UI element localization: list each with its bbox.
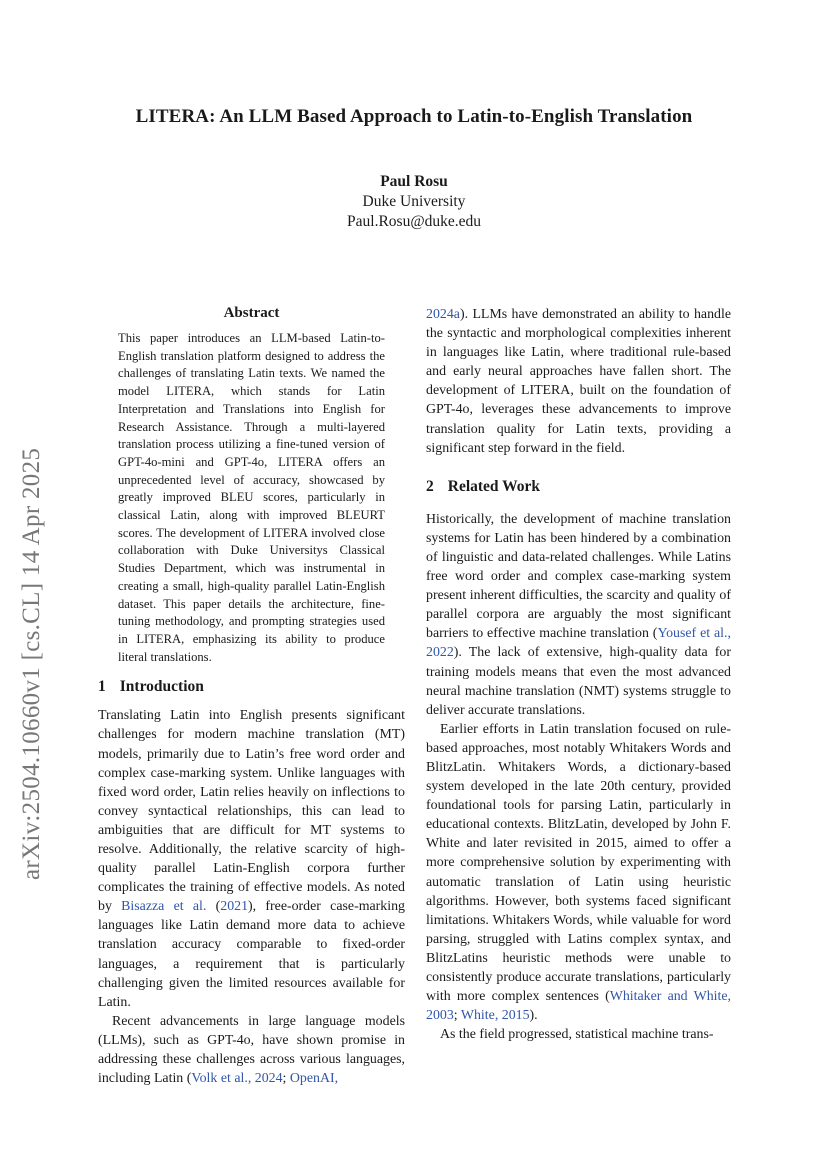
intro-paragraph-2 bbox=[98, 1012, 405, 1088]
right-column bbox=[426, 305, 731, 1044]
section-heading-introduction bbox=[98, 678, 405, 696]
text-run: Translating Latin into English presents significant challenges for modern machine translation (MT) models, primarily due to Latin’s free word order and complex case-marking system. Unlike languages with fixed word order, Latin relies heavily on inflections to convey syntactical relationships, this can lead to ambiguities that are difficult for MT systems to resolve. Additionally, the relative scarcity of high-quality parallel Latin-English corpora further complicates the training of effective models. As noted by bbox=[98, 708, 405, 915]
left-column bbox=[98, 305, 405, 1088]
text-run: ). The lack of extensive, high-quality data for training models means that even the most advanced neural machine translation (NMT) systems struggle to deliver accurate translations. bbox=[426, 645, 731, 718]
citation-link[interactable]: 2021 bbox=[220, 899, 249, 915]
section-number: 2 bbox=[426, 477, 434, 495]
citation-link[interactable]: OpenAI, bbox=[289, 1071, 339, 1087]
intro-paragraph-1 bbox=[98, 706, 405, 1012]
citation-link[interactable]: 2024a bbox=[426, 307, 460, 322]
citation-link[interactable]: Volk et al., 2024 bbox=[191, 1071, 283, 1087]
abstract-heading: Abstract bbox=[223, 305, 280, 321]
arxiv-identifier: arXiv:2504.10660v1 [cs.CL] 14 Apr 2025 bbox=[18, 447, 45, 880]
section-heading-related-work bbox=[426, 478, 731, 496]
citation-link[interactable]: White, 2015 bbox=[460, 1008, 530, 1024]
section-title: Introduction bbox=[119, 678, 204, 696]
related-paragraph-3: As the field progressed, statistical machine trans- bbox=[440, 1027, 714, 1043]
paper-title: LITERA: An LLM Based Approach to Latin-to-English Translation bbox=[135, 106, 693, 127]
text-run: ; bbox=[453, 1008, 461, 1024]
text-run: ). LLMs have demonstrated an ability to handle the syntactic and morphological complexities inherent in languages like Latin, where traditional rule-based and early neural approaches have fallen short. The development of LITERA, built on the foundation of GPT-4o, leverages these advancements to improve translation quality for Latin texts, providing a significant step forward in the field. bbox=[426, 307, 731, 456]
text-run: ). bbox=[529, 1008, 538, 1024]
related-paragraph-2 bbox=[426, 720, 731, 1026]
intro-paragraph-2-continued bbox=[426, 305, 731, 458]
author-email: Paul.Rosu@duke.edu bbox=[347, 213, 481, 230]
abstract-text: This paper introduces an LLM-based Latin-to-English translation platform designed to address the challenges of translating Latin texts. We named the model LITERA, which stands for Latin Interpretation and Translations into English for Research Assistance. Through a multi-layered translation process utilizing a fine-tuned version of GPT-4o-mini and GPT-4o, LITERA offers an unprecedented level of accuracy, showcased by greatly improved BLEU scores, particularly in classical Latin, along with improved BLEURT scores. The development of LITERA involved close collaboration with Duke Universitys Classical Studies Department, which was instrumental in creating a small, high-quality parallel Latin-English dataset. This paper details the architecture, fine-tuning methodology, and prompting strategies used in LITERA, emphasizing its ability to produce literal translations. bbox=[118, 331, 385, 664]
text-run: Historically, the development of machine translation systems for Latin has been hindered by a combination of linguistic and data-related challenges. While Latins free word order and complex case-marking system present inherent difficulties, the scarcity and quality of parallel corpora are arguably the most significant barriers to effective machine translation ( bbox=[426, 511, 731, 642]
citation-link[interactable]: Yousef et al., 2022 bbox=[426, 626, 731, 661]
text-run: Earlier efforts in Latin translation focused on rule-based approaches, most notably Whitakers Words and BlitzLatin. Whitakers Words, a dictionary-based system developed in the late 20th century, provided foundational tools for parsing Latin, particularly in educational contexts. BlitzLatin, developed by John F. White and later revisited in 2015, aimed to offer a more comprehensive solution by experimenting with automatic translation of Latin using heuristic algorithms. However, both systems faced significant limitations. Whitakers Words, while valuable for word parsing, struggled with Latins complex syntax, and BlitzLatins heuristic methods were unable to consistently produce accurate translations, particularly with more complex sentences ( bbox=[426, 721, 731, 1005]
author-affiliation: Duke University bbox=[362, 193, 466, 210]
author-block bbox=[0, 172, 828, 232]
section-number: 1 bbox=[98, 678, 106, 696]
section-title: Related Work bbox=[447, 477, 541, 495]
author-name: Paul Rosu bbox=[380, 173, 448, 190]
text-run: ( bbox=[206, 899, 221, 915]
citation-link[interactable]: Whitaker and White, 2003 bbox=[426, 989, 731, 1024]
citation-link[interactable]: Bisazza et al. bbox=[121, 899, 207, 915]
text-run: Recent advancements in large language models (LLMs), such as GPT-4o, have shown promise in addressing these challenges across various languages, including Latin ( bbox=[98, 1013, 405, 1087]
related-paragraph-1 bbox=[426, 510, 731, 720]
text-run: ; bbox=[282, 1071, 290, 1087]
text-run: ), free-order case-marking languages like Latin demand more data to achieve translation accuracy comparable to fixed-order languages, a requirement that is particularly challenging given the limited resources available for Latin. bbox=[98, 899, 405, 1010]
